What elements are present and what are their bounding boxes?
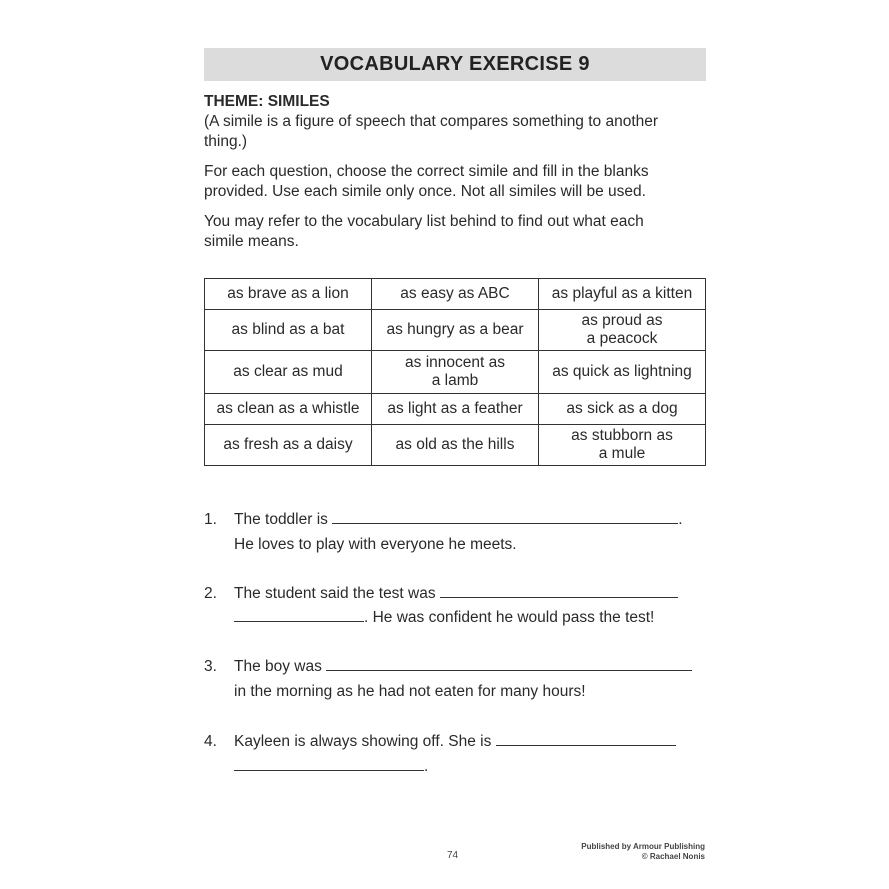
simile-cell: as blind as a bat [205,310,372,351]
question-text: . [424,758,429,775]
question-2 [204,582,709,632]
question-number: 1. [204,511,217,528]
instructions: For each question, choose the correct simile and fill in the blanks provided. Use each simile only once. Not all similes will be used. [204,163,649,200]
publisher-credit: Published by Armour Publishing © Rachael Nonis [581,842,705,861]
table-row [205,394,706,425]
simile-cell: as stubborn as a mule [539,425,706,466]
exercise-title: VOCABULARY EXERCISE 9 [204,48,706,81]
table-row [205,425,706,466]
table-row [205,351,706,394]
question-text: . He was confident he would pass the test! [364,609,655,626]
question-1: 1. The toddler is . He loves to play with everyone he meets. [204,508,709,558]
intro-text [204,92,709,252]
answer-blank[interactable] [326,656,692,671]
simile-cell: as light as a feather [372,394,539,425]
question-number: 2. [204,585,217,602]
theme-heading: THEME: SIMILES [204,93,330,110]
simile-cell: as clear as mud [205,351,372,394]
simile-cell: as playful as a kitten [539,279,706,310]
simile-cell: as old as the hills [372,425,539,466]
simile-cell: as hungry as a bear [372,310,539,351]
question-number: 3. [204,658,217,675]
simile-cell: as clean as a whistle [205,394,372,425]
simile-cell: as proud as a peacock [539,310,706,351]
answer-blank[interactable] [234,756,424,771]
table-row [205,310,706,351]
answer-blank[interactable] [440,583,678,598]
simile-cell: as innocent as a lamb [372,351,539,394]
simile-table [204,278,706,466]
simile-cell: as quick as lightning [539,351,706,394]
simile-cell: as sick as a dog [539,394,706,425]
simile-definition: (A simile is a figure of speech that compares something to another thing.) [204,113,659,150]
question-text: He loves to play with everyone he meets. [234,536,517,553]
simile-cell: as easy as ABC [372,279,539,310]
simile-cell: as fresh as a daisy [205,425,372,466]
simile-cell: as brave as a lion [205,279,372,310]
answer-blank[interactable] [234,607,364,622]
answer-blank[interactable] [332,509,678,524]
page-number: 74 [447,850,459,861]
reference-note: You may refer to the vocabulary list behind to find out what each simile means. [204,213,644,250]
question-text: The toddler is [234,511,328,528]
question-text: Kayleen is always showing off. She is [234,733,492,750]
answer-blank[interactable] [496,731,676,746]
table-row [205,279,706,310]
question-3 [204,655,709,705]
question-text: The student said the test was [234,585,436,602]
question-number: 4. [204,733,217,750]
question-text: in the morning as he had not eaten for many hours! [234,683,586,700]
question-4 [204,730,709,780]
question-text: The boy was [234,658,322,675]
